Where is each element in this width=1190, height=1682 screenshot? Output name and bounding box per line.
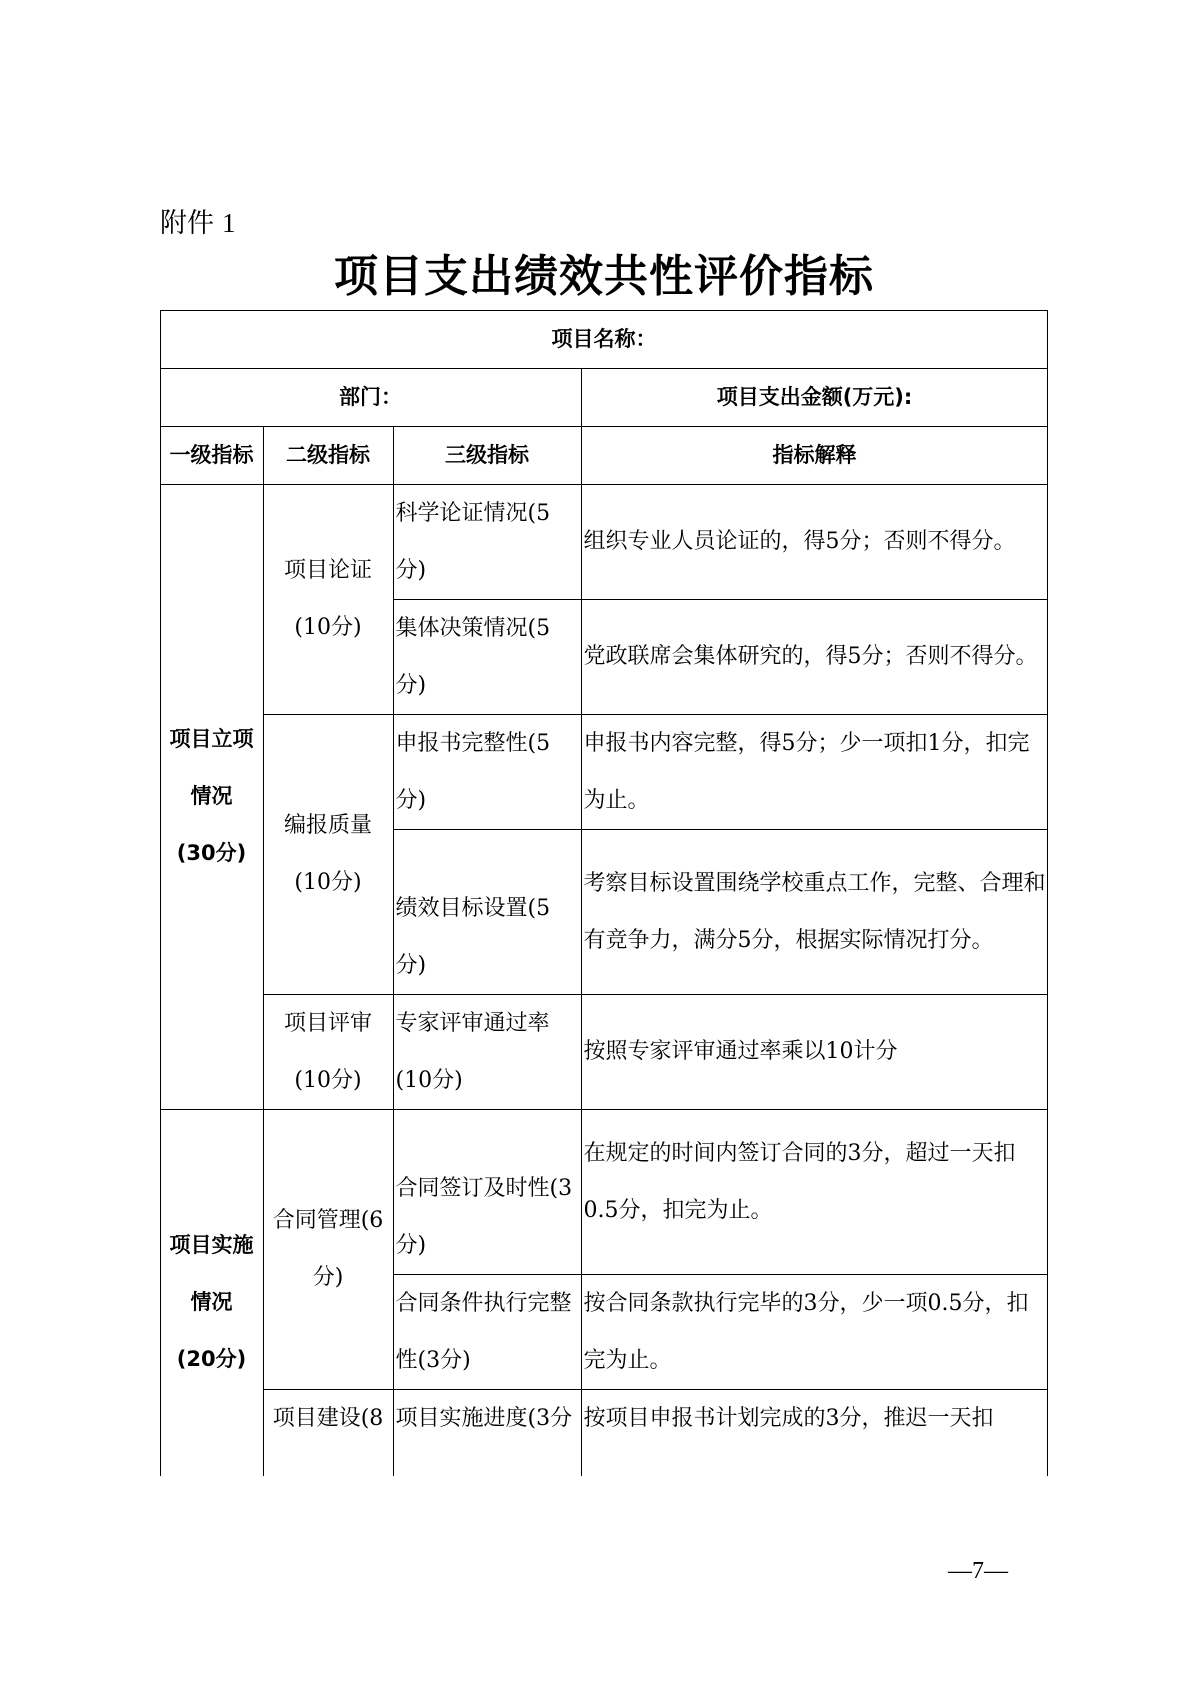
attachment-text: 附件	[160, 208, 214, 239]
column-header-level3: 三级指标	[393, 426, 581, 484]
indicator-table	[160, 310, 1048, 1476]
department-cell: 部门：	[160, 368, 581, 426]
attachment-number: 1	[222, 208, 236, 238]
table-row	[160, 1389, 1048, 1476]
table-row	[160, 994, 1048, 1109]
explanation-cell: 按合同条款执行完毕的3分，少一项0.5分，扣完为止。	[581, 1274, 1048, 1389]
attachment-label	[160, 210, 236, 237]
level3-cell: 科学论证情况(5分)	[393, 484, 581, 599]
level3-cell: 申报书完整性(5分)	[393, 714, 581, 829]
level3-cell: 集体决策情况(5分)	[393, 599, 581, 714]
level2-cell: 合同管理(6 分)	[263, 1109, 393, 1389]
table-row	[160, 484, 1048, 599]
level1-cell: 项目立项 情况 (30分)	[160, 484, 263, 1109]
level2-cell: 编报质量 (10分)	[263, 714, 393, 994]
level1-cell: 项目实施 情况 (20分)	[160, 1109, 263, 1476]
project-name-cell: 项目名称：	[160, 310, 1048, 368]
table-row	[160, 1109, 1048, 1274]
explanation-cell: 考察目标设置围绕学校重点工作，完整、合理和有竞争力，满分5分，根据实际情况打分。	[581, 829, 1048, 994]
level3-cell: 合同条件执行完整性(3分)	[393, 1274, 581, 1389]
document-title: 项目支出绩效共性评价指标	[334, 251, 874, 302]
level3-cell: 合同签订及时性(3分)	[393, 1109, 581, 1274]
level2-cell: 项目论证 (10分)	[263, 484, 393, 714]
level2-cell: 项目建设(8	[263, 1389, 393, 1476]
explanation-cell: 按项目申报书计划完成的3分，推迟一天扣	[581, 1389, 1048, 1476]
level3-cell: 绩效目标设置(5分)	[393, 829, 581, 994]
level3-cell: 项目实施进度(3分	[393, 1389, 581, 1476]
level2-cell: 项目评审 (10分)	[263, 994, 393, 1109]
page-number: —7—	[948, 1558, 1008, 1584]
explanation-cell: 按照专家评审通过率乘以10计分	[581, 994, 1048, 1109]
indicator-table-wrapper	[160, 310, 1048, 1476]
column-header-explanation: 指标解释	[581, 426, 1048, 484]
explanation-cell: 组织专业人员论证的，得5分；否则不得分。	[581, 484, 1048, 599]
table-row	[160, 714, 1048, 829]
amount-cell: 项目支出金额(万元):	[581, 368, 1048, 426]
explanation-cell: 申报书内容完整，得5分；少一项扣1分，扣完为止。	[581, 714, 1048, 829]
column-header-row	[160, 426, 1048, 484]
explanation-cell: 党政联席会集体研究的，得5分；否则不得分。	[581, 599, 1048, 714]
column-header-level2: 二级指标	[263, 426, 393, 484]
level3-cell: 专家评审通过率(10分)	[393, 994, 581, 1109]
column-header-level1: 一级指标	[160, 426, 263, 484]
project-name-row	[160, 310, 1048, 368]
explanation-cell: 在规定的时间内签订合同的3分，超过一天扣0.5分，扣完为止。	[581, 1109, 1048, 1274]
department-row	[160, 368, 1048, 426]
